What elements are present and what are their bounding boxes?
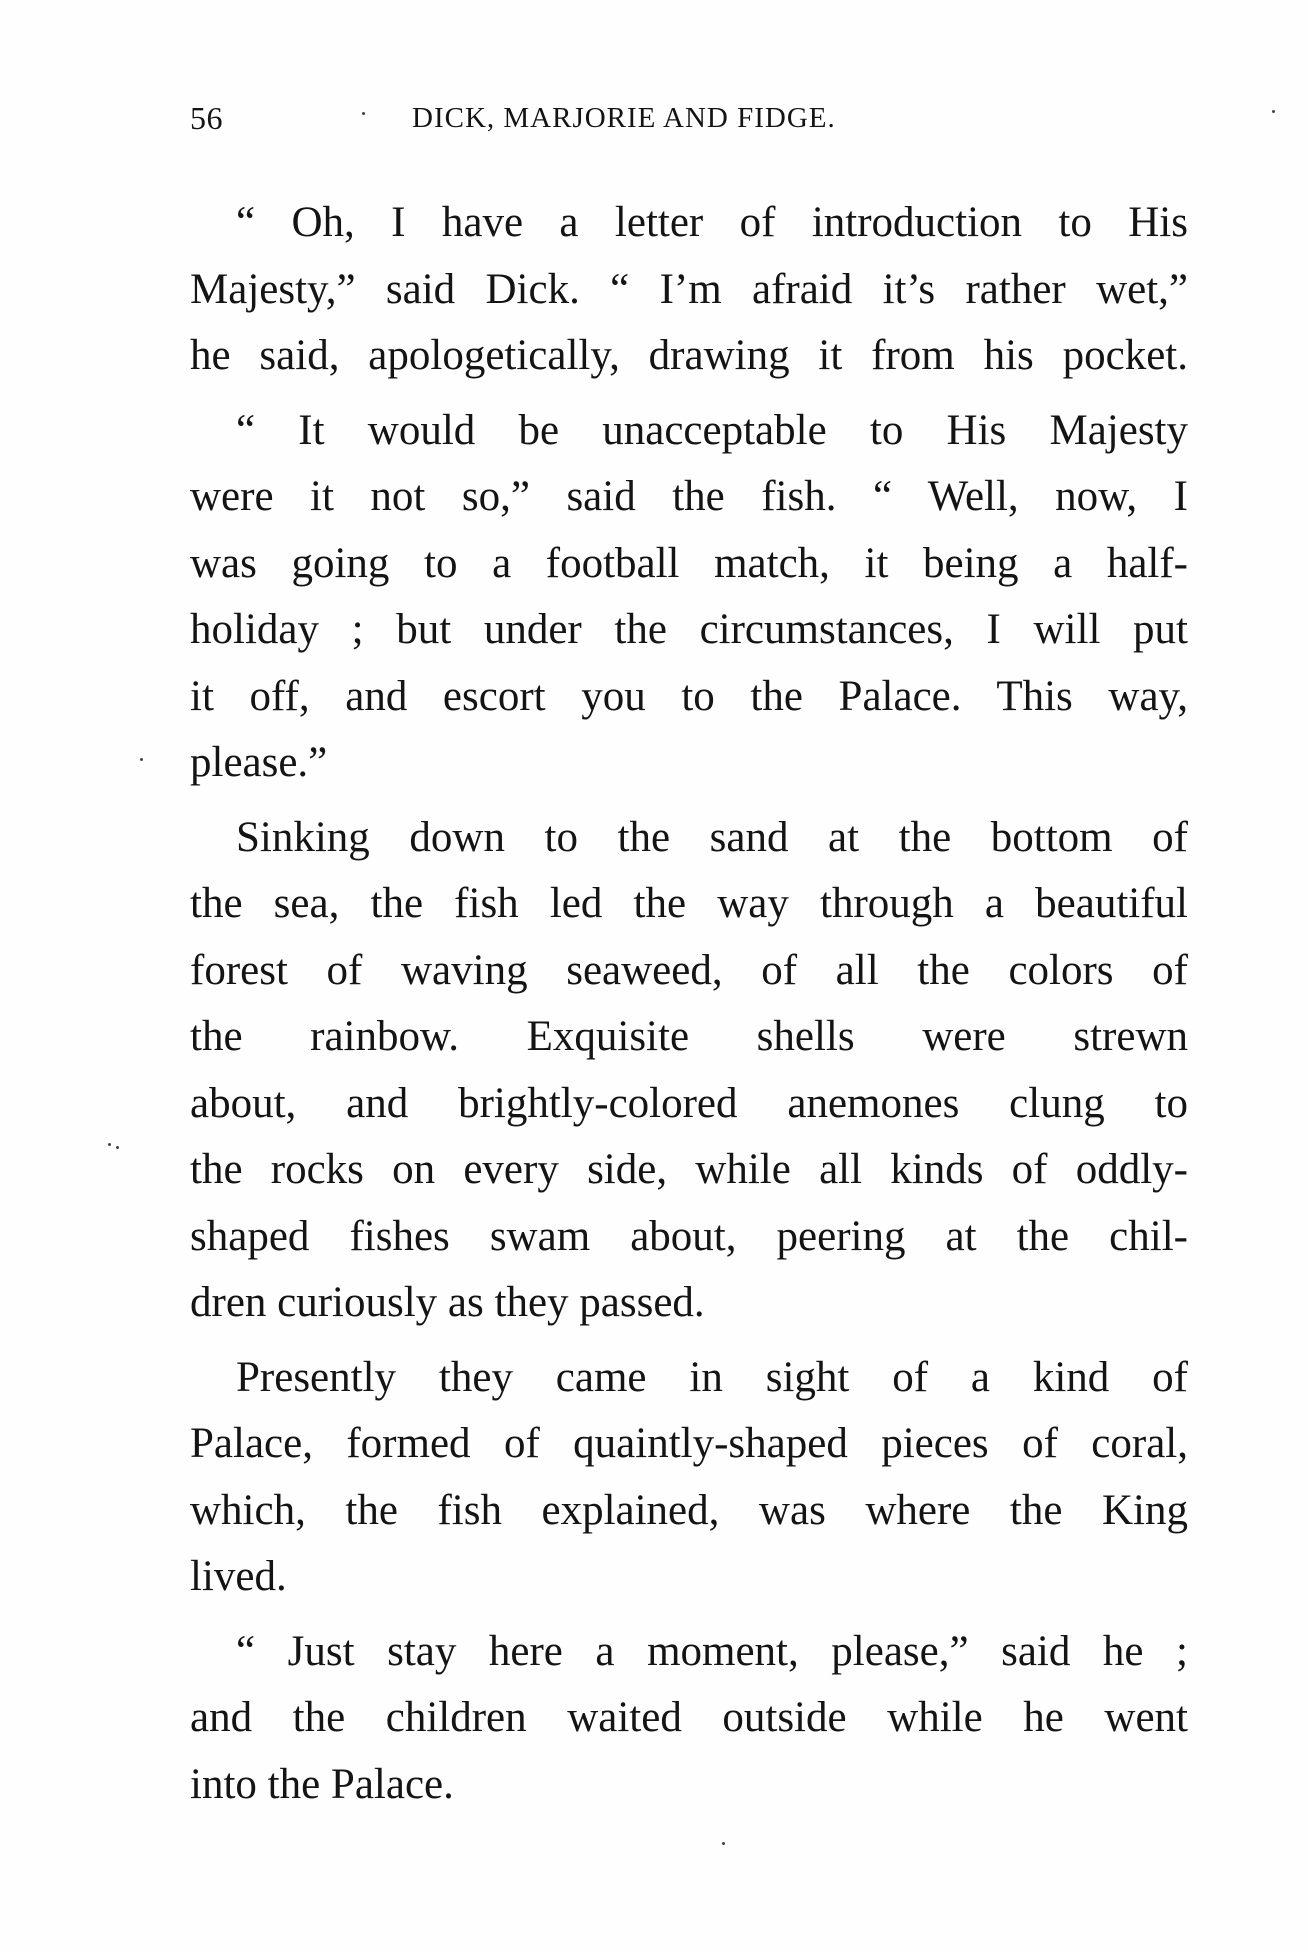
text-line: was going to a football match, it being a half- bbox=[190, 539, 1188, 587]
text-line: Majesty,” said Dick. “ I’m afraid it’s rather wet,” bbox=[190, 265, 1188, 313]
text-line: forest of waving seaweed, of all the colors of bbox=[190, 946, 1188, 994]
text-line: lived. bbox=[190, 1553, 287, 1600]
paper-speck bbox=[116, 1146, 119, 1149]
body-text bbox=[190, 190, 1188, 1818]
text-line: “ Just stay here a moment, please,” said he ; bbox=[236, 1627, 1188, 1675]
text-line: “ Oh, I have a letter of introduction to His bbox=[236, 199, 1188, 246]
text-line: Palace, formed of quaintly-shaped pieces of coral, bbox=[190, 1420, 1188, 1467]
paper-speck bbox=[1272, 110, 1275, 113]
text-line: into the Palace. bbox=[190, 1760, 454, 1808]
paper-speck bbox=[108, 1143, 111, 1146]
paper-speck bbox=[722, 1842, 725, 1845]
text-line: and the children waited outside while he went bbox=[190, 1694, 1188, 1741]
text-line: the sea, the fish led the way through a beautiful bbox=[190, 880, 1188, 927]
text-line: “ It would be unacceptable to His Majesty bbox=[236, 406, 1188, 454]
text-line: were it not so,” said the fish. “ Well, now, I bbox=[190, 473, 1188, 520]
paragraph bbox=[190, 398, 1188, 797]
text-line: he said, apologetically, drawing it from his pocket. bbox=[190, 332, 1188, 379]
paragraph bbox=[190, 1345, 1188, 1611]
text-line: dren curiously as they passed. bbox=[190, 1279, 705, 1326]
paragraph bbox=[190, 805, 1188, 1337]
text-line: which, the fish explained, was where the King bbox=[190, 1486, 1188, 1534]
paper-speck bbox=[362, 112, 365, 115]
page-header bbox=[190, 100, 1190, 140]
text-line: holiday ; but under the circumstances, I will put bbox=[190, 606, 1188, 653]
text-line: the rainbow. Exquisite shells were strewn bbox=[190, 1013, 1188, 1060]
text-line: shaped fishes swam about, peering at the chil- bbox=[190, 1212, 1188, 1260]
text-line: Sinking down to the sand at the bottom of bbox=[236, 813, 1188, 861]
text-line: Presently they came in sight of a kind of bbox=[236, 1353, 1188, 1401]
paper-speck bbox=[140, 758, 143, 761]
text-line: please.” bbox=[190, 739, 328, 786]
paragraph bbox=[190, 1619, 1188, 1819]
page-number: 56 bbox=[190, 100, 223, 136]
text-line: the rocks on every side, while all kinds of oddly- bbox=[190, 1146, 1188, 1193]
paragraph bbox=[190, 190, 1188, 390]
text-line: it off, and escort you to the Palace. This way, bbox=[190, 672, 1188, 720]
running-title: DICK, MARJORIE AND FIDGE. bbox=[412, 102, 836, 134]
text-line: about, and brightly-colored anemones clung to bbox=[190, 1079, 1188, 1127]
